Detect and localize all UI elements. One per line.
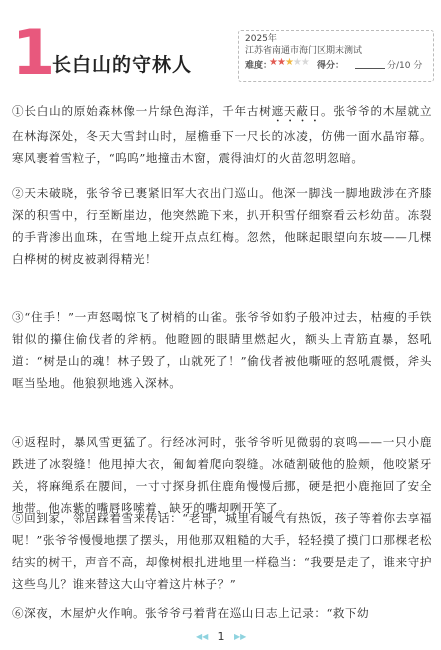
paragraph-text: ③“住手！”一声怒喝惊飞了树梢的山雀。张爷爷如豹子般冲过去，枯瘦的手铁钳似的攥住偷伐者的斧柄。他瞪圆的眼睛里燃起火，额头上青筋直暴，怒吼道：“树是山的魂！林子毁了，山就死了！”偷伐者被他嘶哑的怒吼震慑，斧头哐当坠地。他狼狈地逃入深林。 bbox=[12, 310, 432, 390]
exam-info-box bbox=[238, 30, 434, 82]
paragraph-6 bbox=[12, 602, 432, 624]
paragraph-text: ⑤回到家，邻居踩着雪来传话：“老哥，城里有暖气有热饭，孩子等着你去享福呢！”张爷爷慢慢地摆了摆头，用他那双粗糙的大手，轻轻摸了摸门口那棵老松结实的树干，声音不高，却像树根扎进地里一样稳当：“我要是走了，谁来守护这些鸟儿？谁来替这大山守着这片林子？” bbox=[12, 511, 432, 591]
footer-right-ornament: ▶▶ bbox=[234, 632, 247, 641]
paragraph-1 bbox=[12, 100, 432, 169]
emphasized-text: 遮天蔽日 bbox=[271, 104, 322, 118]
paragraph-text: ④返程时，暴风雪更猛了。行经冰河时，张爷爷听见微弱的哀鸣——一只小鹿跌进了冰裂缝！他甩掉大衣，匍匐着爬向裂缝。冰碴割破他的脸颊，他咬紧牙关，将麻绳系在腰间，一寸寸探身抓住鹿角慢慢后挪，硬是把小鹿拖回了安全地带。他冻紫的嘴唇哆嗦着，缺牙的嘴却咧开笑了。 bbox=[12, 435, 432, 515]
paragraph-text: ②天未破晓，张爷爷已裹紧旧军大衣出门巡山。他深一脚浅一脚地跋涉在齐膝深的积雪中，行至断崖边，他突然跪下来，扒开积雪仔细察看云杉幼苗。冻裂的手背渗出血珠，在雪地上绽开点点红梅。忽然，他眯起眼望向东坡——几棵白桦树的树皮被剥得精光！ bbox=[12, 186, 432, 266]
star-icon: ★ bbox=[292, 57, 301, 68]
exam-source: 江苏省南通市海门区期末测试 bbox=[245, 46, 363, 56]
paragraph-2 bbox=[12, 182, 432, 270]
paragraph-5 bbox=[12, 507, 432, 595]
paragraph-text: ⑥深夜，木屋炉火作响。张爷爷弓着背在巡山日志上记录：“救下幼 bbox=[12, 606, 370, 620]
star-icon: ★ bbox=[269, 57, 277, 68]
score-total: 分/10 分 bbox=[387, 61, 423, 71]
footer-left-ornament: ◀◀ bbox=[196, 632, 209, 641]
paragraph-text: 。张爷爷的木屋就立在林海深处，冬天大雪封山时，屋檐垂下一尺长的冰凌，仿佛一面水晶帘幕。寒风裹着雪粒子，“呜呜”地撞击木窗，震得油灯的火苗忽明忽暗。 bbox=[12, 104, 432, 165]
lesson-title: 长白山的守林人 bbox=[52, 54, 193, 76]
page-header bbox=[0, 0, 441, 92]
page-footer bbox=[0, 629, 441, 647]
difficulty-label: 难度： bbox=[245, 61, 273, 71]
star-icon: ★ bbox=[284, 57, 293, 68]
star-icon: ★ bbox=[276, 57, 285, 68]
lesson-number: 1 bbox=[12, 16, 56, 89]
paragraph-4 bbox=[12, 431, 432, 519]
score-blank-line bbox=[355, 68, 385, 69]
score-label: 得分： bbox=[317, 61, 345, 71]
paragraph-3 bbox=[12, 306, 432, 394]
difficulty-score-row bbox=[245, 58, 427, 72]
page-number: 1 bbox=[217, 630, 225, 643]
star-icon: ★ bbox=[300, 57, 309, 68]
difficulty-stars bbox=[269, 57, 309, 68]
paragraph-text: ①长白山的原始森林像一片绿色海洋，千年古树 bbox=[12, 104, 272, 118]
exam-year: 2025年 bbox=[245, 34, 277, 44]
